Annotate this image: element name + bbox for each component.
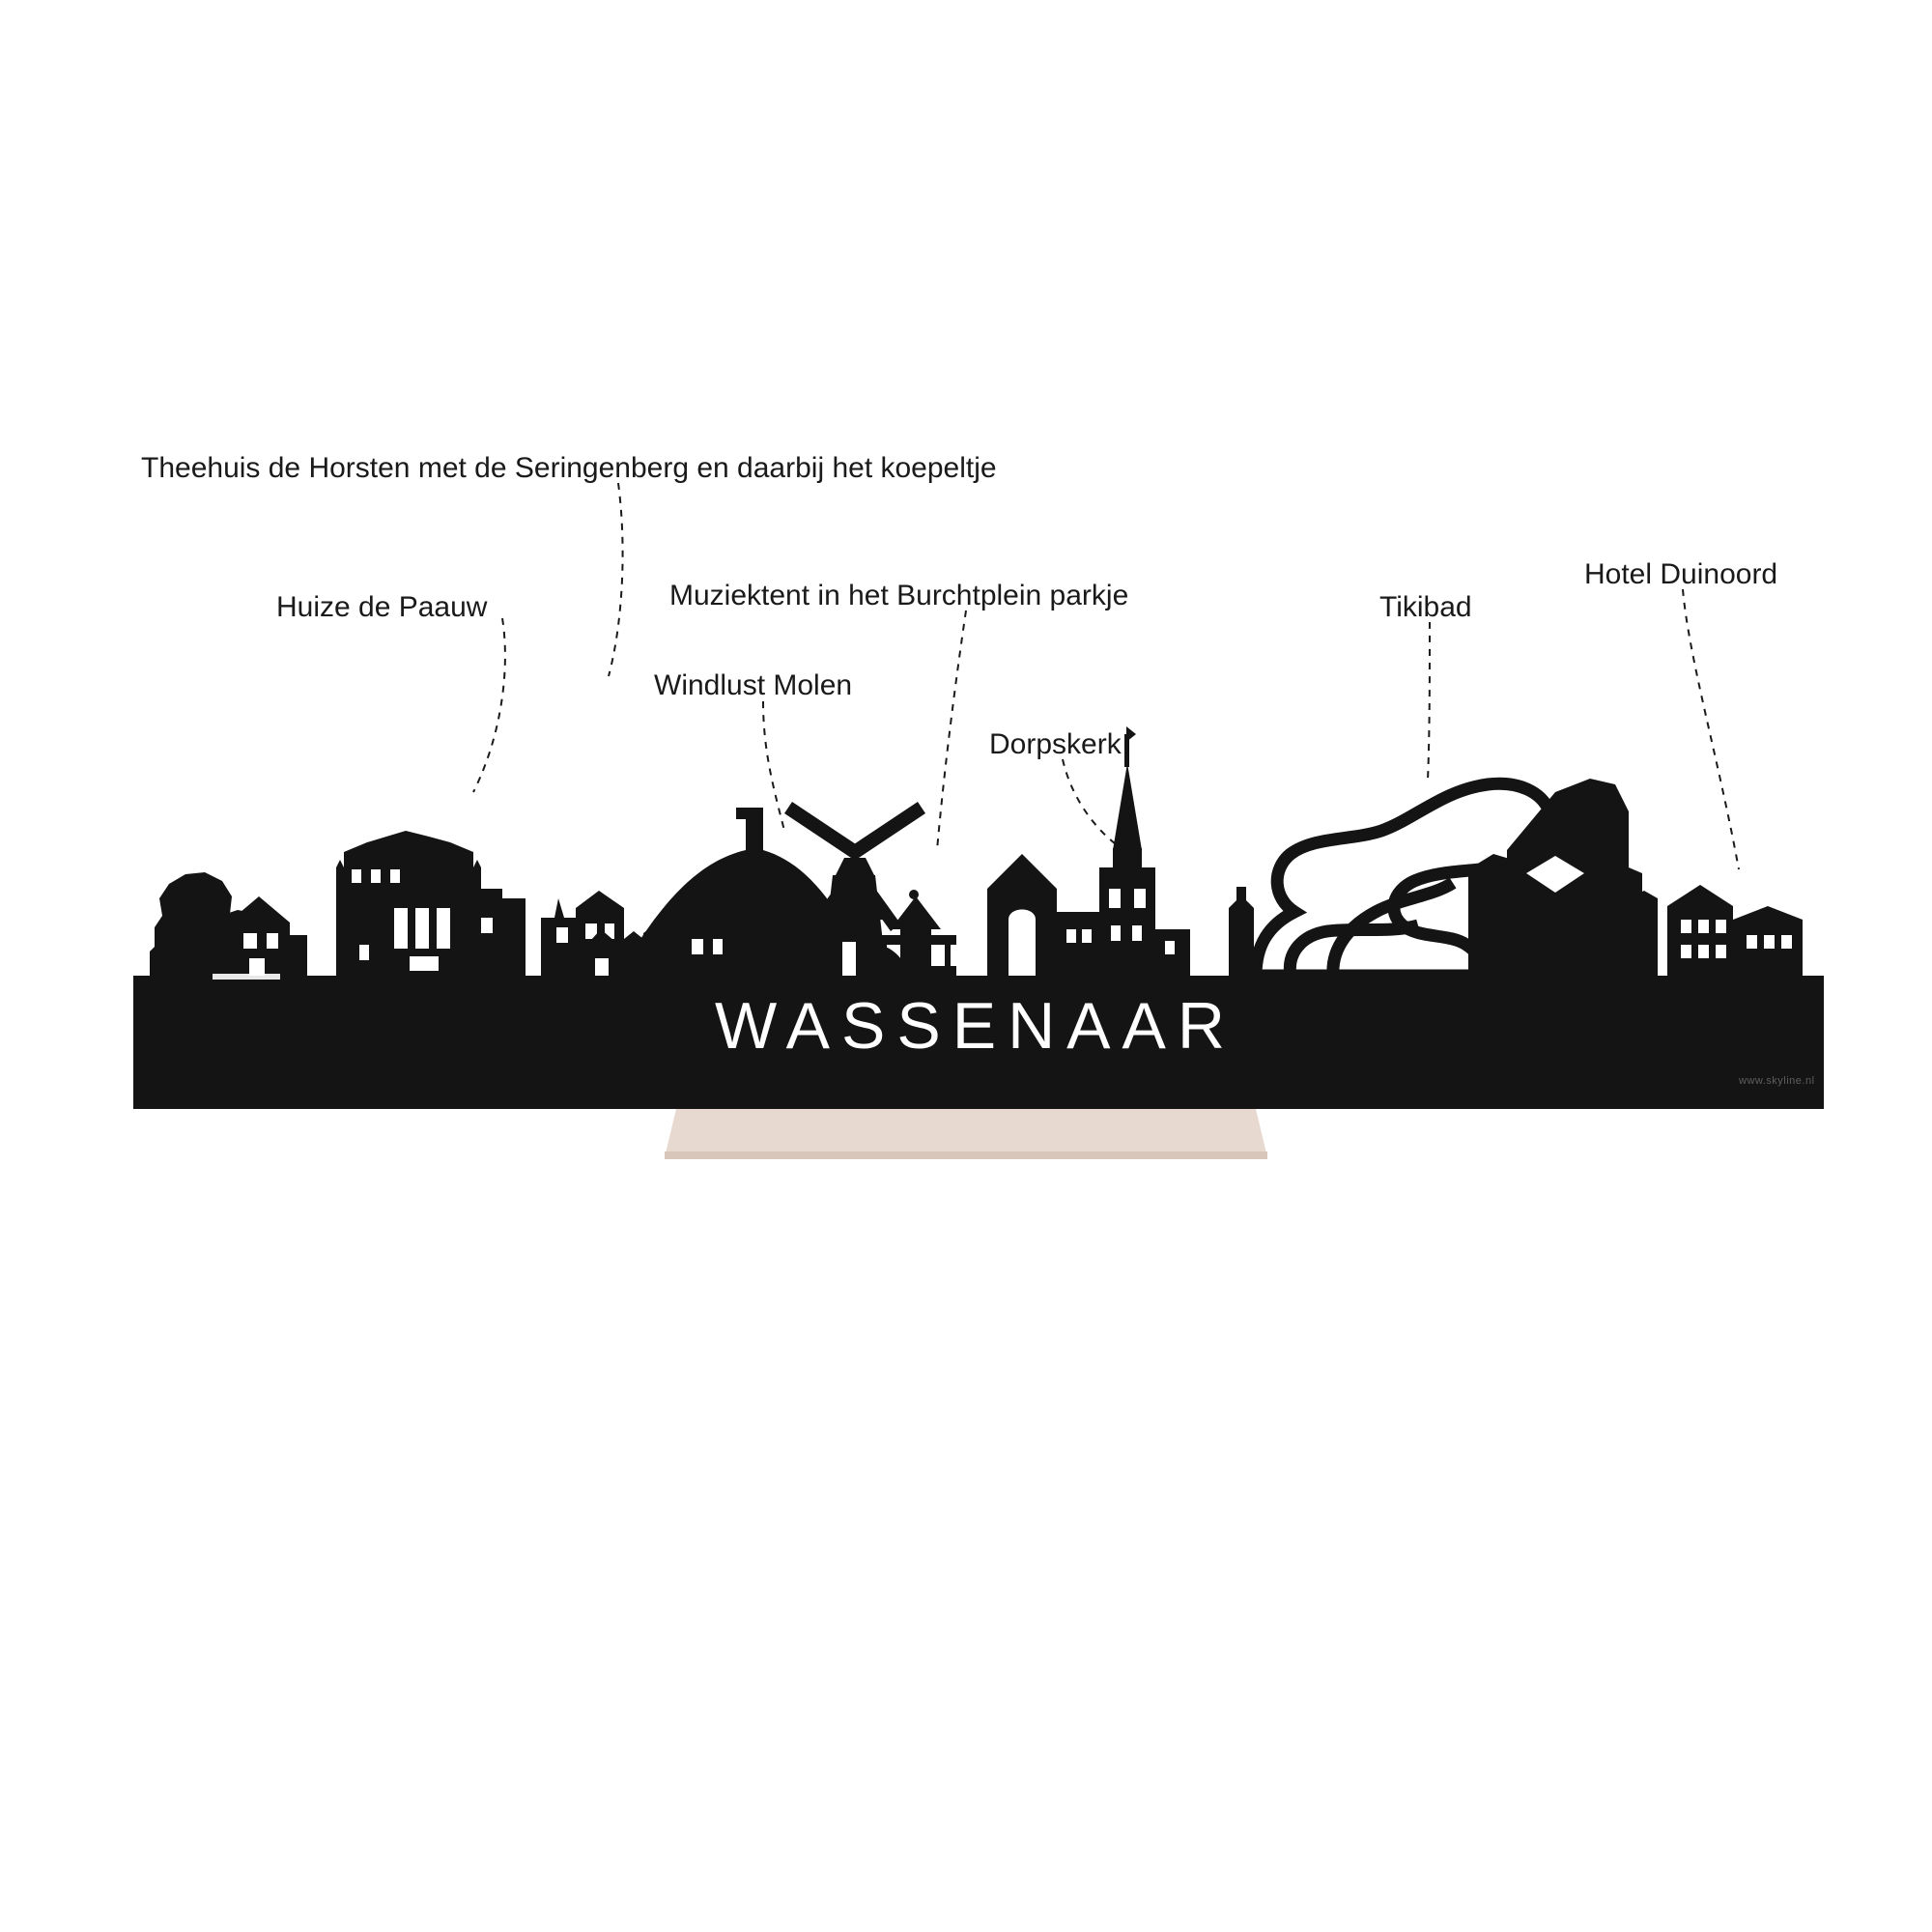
leader-line-windlust-molen	[763, 701, 784, 831]
city-name-text: WASSENAAR	[714, 989, 1237, 1063]
annotation-tikibad: Tikibad	[1379, 591, 1472, 623]
leader-line-hotel-duinoord	[1683, 589, 1739, 869]
annotation-windlust-molen: Windlust Molen	[654, 669, 853, 701]
annotation-muziektent: Muziektent in het Burchtplein parkje	[669, 580, 1129, 611]
annotation-theehuis: Theehuis de Horsten met de Seringenberg en daarbij het koepeltje	[141, 452, 997, 484]
annotation-huize-de-paauw: Huize de Paauw	[276, 591, 488, 623]
leader-line-tikibad	[1428, 622, 1430, 781]
leader-line-muziektent	[937, 611, 966, 850]
display-stand-edge	[665, 1151, 1267, 1159]
watermark-text: www.skyline.nl	[1739, 1075, 1815, 1087]
leader-line-theehuis	[609, 483, 623, 676]
annotation-dorpskerk: Dorpskerk	[989, 728, 1122, 760]
leader-line-huize-de-paauw	[473, 618, 505, 792]
display-stand	[665, 1109, 1267, 1157]
annotation-hotel-duinoord: Hotel Duinoord	[1584, 558, 1778, 590]
